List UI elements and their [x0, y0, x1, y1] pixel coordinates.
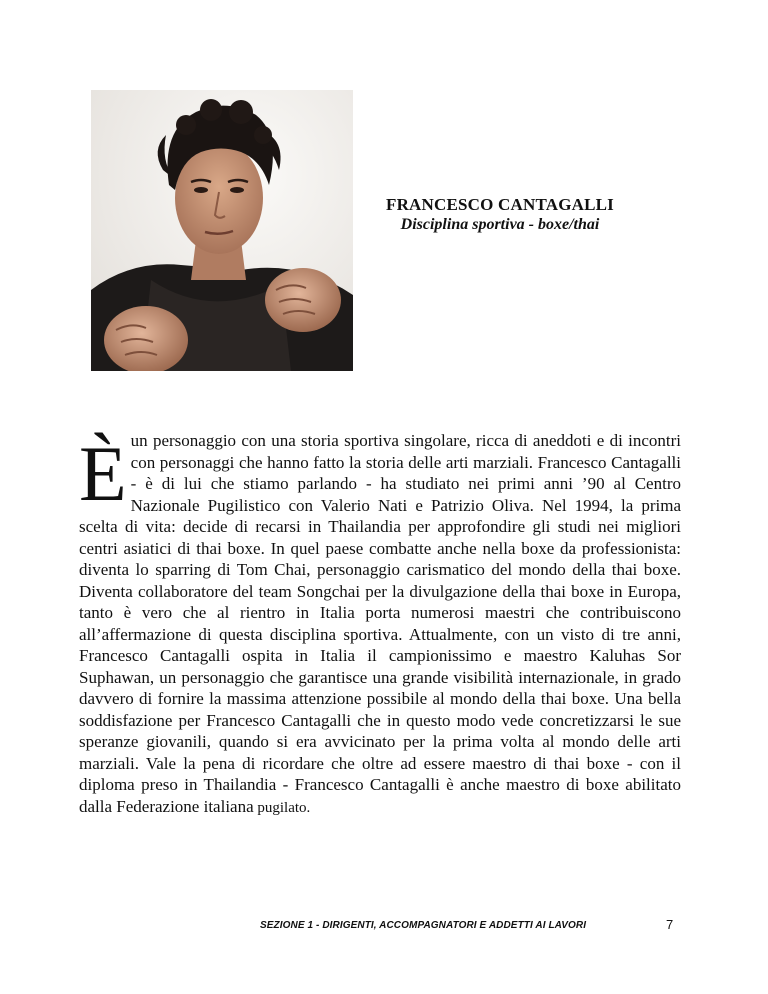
article-body: [79, 430, 681, 819]
discipline-subtitle: Disciplina sportiva - boxe/thai: [400, 216, 600, 233]
article-text-tail: pugilato.: [253, 799, 311, 816]
article-text: un personaggio con una storia sportiva singolare, ricca di aneddoti e di incontri con personaggi che hanno fatto la storia delle arti marziali. Francesco Cantagalli - è di lui che stiamo parlando - ha studiato nei primi anni ’90 al Centro Nazionale Pugilistico con Valerio Nati e Patrizio Oliva. Nel 1994, la prima scelta di vita: decide di recarsi in Thailandia per approfondire gli studi nei migliori centri asiatici di thai boxe. In quel paese combatte anche nella boxe da professionista: diventa lo sparring di Tom Chai, personaggio carismatico del mondo della thai boxe. Diventa collaboratore del team Songchai per la divulgazione della thai boxe in Europa, tanto è vero che al rientro in Italia porta numerosi maestri che contribuiscono all’affermazione di questa disciplina sportiva. Attualmente, con un visto di tre anni, Francesco Cantagalli ospita in Italia il campionissimo e maestro Kaluhas Sor Suphawan, un personaggio che garantisce una grande visibilità internazionale, in grado davvero di fornire la massima attenzione possibile al mondo della thai boxe. Una bella soddisfazione per Francesco Cantagalli che in questo modo vede concretizzarsi le sue speranze giovanili, quando si era avvicinato per la prima volta al mondo delle arti marziali. Vale la pena di ricordare che oltre ad essere maestro di thai boxe - con il diploma preso in Thailandia - Francesco Cantagalli è anche maestro di boxe abilitato dalla Federazione italiana: [79, 431, 681, 816]
person-name: FRANCESCO CANTAGALLI: [385, 195, 614, 214]
drop-cap: È: [79, 430, 127, 517]
portrait-photo: [91, 90, 353, 371]
boxer-portrait-icon: [91, 90, 353, 371]
article-header: [355, 195, 645, 235]
section-footer: SEZIONE 1 - DIRIGENTI, ACCOMPAGNATORI E ADDETTI AI LAVORI: [260, 920, 587, 931]
page-number: 7: [666, 917, 674, 932]
